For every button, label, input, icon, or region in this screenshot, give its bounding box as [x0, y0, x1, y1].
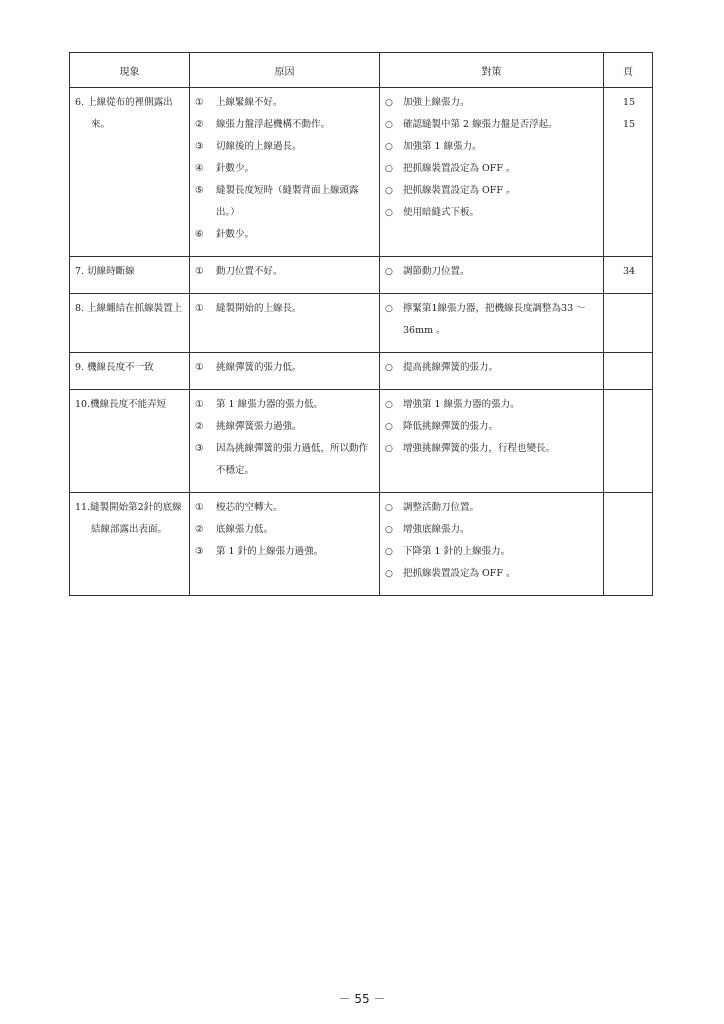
- page-ref: 15: [622, 119, 636, 130]
- remedy-item: [385, 136, 600, 158]
- cause-item-text: 底線張力低。: [216, 524, 274, 535]
- number-marker: ⑤: [195, 185, 204, 196]
- cause-item: [195, 180, 376, 224]
- remedy-item-text: 提高挑線彈簧的張力。: [403, 362, 499, 373]
- remedy-cell: [380, 88, 604, 257]
- phenomenon-cell: [70, 88, 190, 257]
- page-ref: 34: [622, 266, 636, 277]
- remedy-cell: [380, 353, 604, 390]
- cause-cell: [190, 353, 380, 390]
- bullet-circle-icon: ○: [385, 444, 393, 454]
- remedy-item-text: 增強挑線彈簧的張力，行程也變長。: [403, 443, 556, 454]
- cause-item-text: 第 1 針的上線張力過強。: [216, 546, 324, 557]
- number-marker: ④: [195, 163, 204, 174]
- table-row: [70, 257, 653, 294]
- page-cell: [604, 257, 653, 294]
- cause-item: [195, 114, 376, 136]
- page-cell: [604, 294, 653, 353]
- cause-item-text: 縫製開始的上線長。: [216, 303, 302, 314]
- remedy-item-text: 使用暗縫式下板。: [403, 207, 480, 218]
- cause-item: [195, 224, 376, 246]
- cause-item: [195, 497, 376, 519]
- bullet-circle-icon: ○: [385, 569, 393, 579]
- header-row: [70, 53, 653, 88]
- remedy-item: [385, 180, 600, 202]
- number-marker: ⑥: [195, 229, 204, 240]
- cause-item: [195, 416, 376, 438]
- cause-item: [195, 261, 376, 283]
- remedy-item: [385, 416, 600, 438]
- number-marker: ①: [195, 399, 204, 410]
- cause-cell: [190, 294, 380, 353]
- cause-item-text: 切線後的上線過長。: [216, 141, 302, 152]
- cause-item-text: 挑線彈簧的張力低。: [216, 362, 302, 373]
- table-row: [70, 353, 653, 390]
- remedy-item: [385, 438, 600, 460]
- remedy-item-text: 增強第 1 線張力器的張力。: [403, 399, 520, 410]
- phenomenon-cell: [70, 493, 190, 596]
- cause-item-text: 因為挑線彈簧的張力過低，所以動作不穩定。: [216, 443, 369, 476]
- remedy-item-text: 加強第 1 線張力。: [403, 141, 482, 152]
- table-row: [70, 390, 653, 493]
- remedy-item-text: 調節動刀位置。: [403, 266, 470, 277]
- table-row: [70, 294, 653, 353]
- cause-cell: [190, 88, 380, 257]
- cause-item: [195, 394, 376, 416]
- bullet-circle-icon: ○: [385, 304, 393, 314]
- number-marker: ③: [195, 443, 204, 454]
- table-row: [70, 493, 653, 596]
- page-ref: 15: [622, 97, 636, 108]
- phenomenon-text: 11.縫製開始第2針的底線結線部露出表面。: [75, 502, 182, 535]
- table-row: [70, 88, 653, 257]
- phenomenon-cell: [70, 294, 190, 353]
- number-marker: ①: [195, 303, 204, 314]
- number-marker: ①: [195, 362, 204, 373]
- bullet-circle-icon: ○: [385, 503, 393, 513]
- cause-item-text: 第 1 線張力器的張力低。: [216, 399, 324, 410]
- remedy-item-text: 把抓線裝置設定為 OFF 。: [403, 163, 516, 174]
- phenomenon-text: 8. 上線纏結在抓線裝置上: [75, 303, 183, 314]
- table-body: [70, 88, 653, 596]
- remedy-item-text: 加強上線張力。: [403, 97, 470, 108]
- phenomenon-cell: [70, 257, 190, 294]
- header-page: 頁: [604, 53, 653, 88]
- number-marker: ②: [195, 524, 204, 535]
- cause-cell: [190, 257, 380, 294]
- phenomenon-text: 6. 上線從布的裡側露出來。: [75, 97, 173, 130]
- cause-item: [195, 92, 376, 114]
- cause-cell: [190, 390, 380, 493]
- number-marker: ①: [195, 97, 204, 108]
- number-marker: ②: [195, 119, 204, 130]
- bullet-circle-icon: ○: [385, 186, 393, 196]
- remedy-item-text: 下降第 1 針的上線張力。: [403, 546, 511, 557]
- remedy-item: [385, 298, 600, 342]
- cause-item: [195, 357, 376, 379]
- remedy-item: [385, 394, 600, 416]
- phenomenon-cell: [70, 390, 190, 493]
- header-cause: 原因: [190, 53, 380, 88]
- bullet-circle-icon: ○: [385, 547, 393, 557]
- cause-item-text: 針數少。: [216, 163, 255, 174]
- bullet-circle-icon: ○: [385, 267, 393, 277]
- remedy-item: [385, 158, 600, 180]
- number-marker: ③: [195, 141, 204, 152]
- remedy-item: [385, 563, 600, 585]
- header-remedy: 對策: [380, 53, 604, 88]
- remedy-item: [385, 202, 600, 224]
- bullet-circle-icon: ○: [385, 422, 393, 432]
- bullet-circle-icon: ○: [385, 208, 393, 218]
- number-marker: ①: [195, 266, 204, 277]
- bullet-circle-icon: ○: [385, 120, 393, 130]
- remedy-item-text: 確認縫製中第 2 線張力盤是否浮起。: [403, 119, 558, 130]
- page-number: － 55 －: [338, 992, 386, 1006]
- cause-item-text: 線張力盤浮起機構不動作。: [216, 119, 331, 130]
- page-cell: [604, 88, 653, 257]
- remedy-item: [385, 261, 600, 283]
- phenomenon-text: 10.機線長度不能弄短: [75, 399, 167, 410]
- remedy-item: [385, 114, 600, 136]
- bullet-circle-icon: ○: [385, 142, 393, 152]
- cause-item: [195, 136, 376, 158]
- cause-item-text: 動刀位置不好。: [216, 266, 283, 277]
- page-cell: [604, 493, 653, 596]
- phenomenon-text: 7. 切線時斷線: [75, 266, 135, 277]
- phenomenon-text: 9. 機線長度不一致: [75, 362, 154, 373]
- remedy-item: [385, 92, 600, 114]
- remedy-item-text: 調整活動刀位置。: [403, 502, 480, 513]
- bullet-circle-icon: ○: [385, 525, 393, 535]
- cause-item: [195, 541, 376, 563]
- remedy-item: [385, 357, 600, 379]
- cause-item-text: 針數少。: [216, 229, 255, 240]
- cause-item: [195, 298, 376, 320]
- remedy-cell: [380, 390, 604, 493]
- cause-cell: [190, 493, 380, 596]
- cause-item: [195, 438, 376, 482]
- number-marker: ③: [195, 546, 204, 557]
- bullet-circle-icon: ○: [385, 400, 393, 410]
- bullet-circle-icon: ○: [385, 98, 393, 108]
- remedy-item-text: 把抓線裝置設定為 OFF 。: [403, 185, 516, 196]
- troubleshooting-table: [69, 52, 653, 596]
- phenomenon-cell: [70, 353, 190, 390]
- page-cell: [604, 390, 653, 493]
- remedy-item: [385, 541, 600, 563]
- remedy-item: [385, 497, 600, 519]
- bullet-circle-icon: ○: [385, 363, 393, 373]
- cause-item: [195, 158, 376, 180]
- cause-item-text: 梭芯的空轉大。: [216, 502, 283, 513]
- remedy-item-text: 擰緊第1線張力器，把機線長度調整為33 ～ 36mm 。: [403, 303, 586, 336]
- number-marker: ①: [195, 502, 204, 513]
- remedy-cell: [380, 257, 604, 294]
- cause-item-text: 上線緊線不好。: [216, 97, 283, 108]
- remedy-item-text: 把抓線裝置設定為 OFF 。: [403, 568, 516, 579]
- cause-item-text: 挑線彈簧張力過強。: [216, 421, 302, 432]
- number-marker: ②: [195, 421, 204, 432]
- remedy-item-text: 降低挑線彈簧的張力。: [403, 421, 499, 432]
- remedy-item-text: 增強底線張力。: [403, 524, 470, 535]
- remedy-cell: [380, 294, 604, 353]
- remedy-cell: [380, 493, 604, 596]
- cause-item-text: 縫製長度短時（縫製背面上線頭露出。）: [216, 185, 359, 218]
- remedy-item: [385, 519, 600, 541]
- page-cell: [604, 353, 653, 390]
- cause-item: [195, 519, 376, 541]
- bullet-circle-icon: ○: [385, 164, 393, 174]
- header-phenomenon: 現象: [70, 53, 190, 88]
